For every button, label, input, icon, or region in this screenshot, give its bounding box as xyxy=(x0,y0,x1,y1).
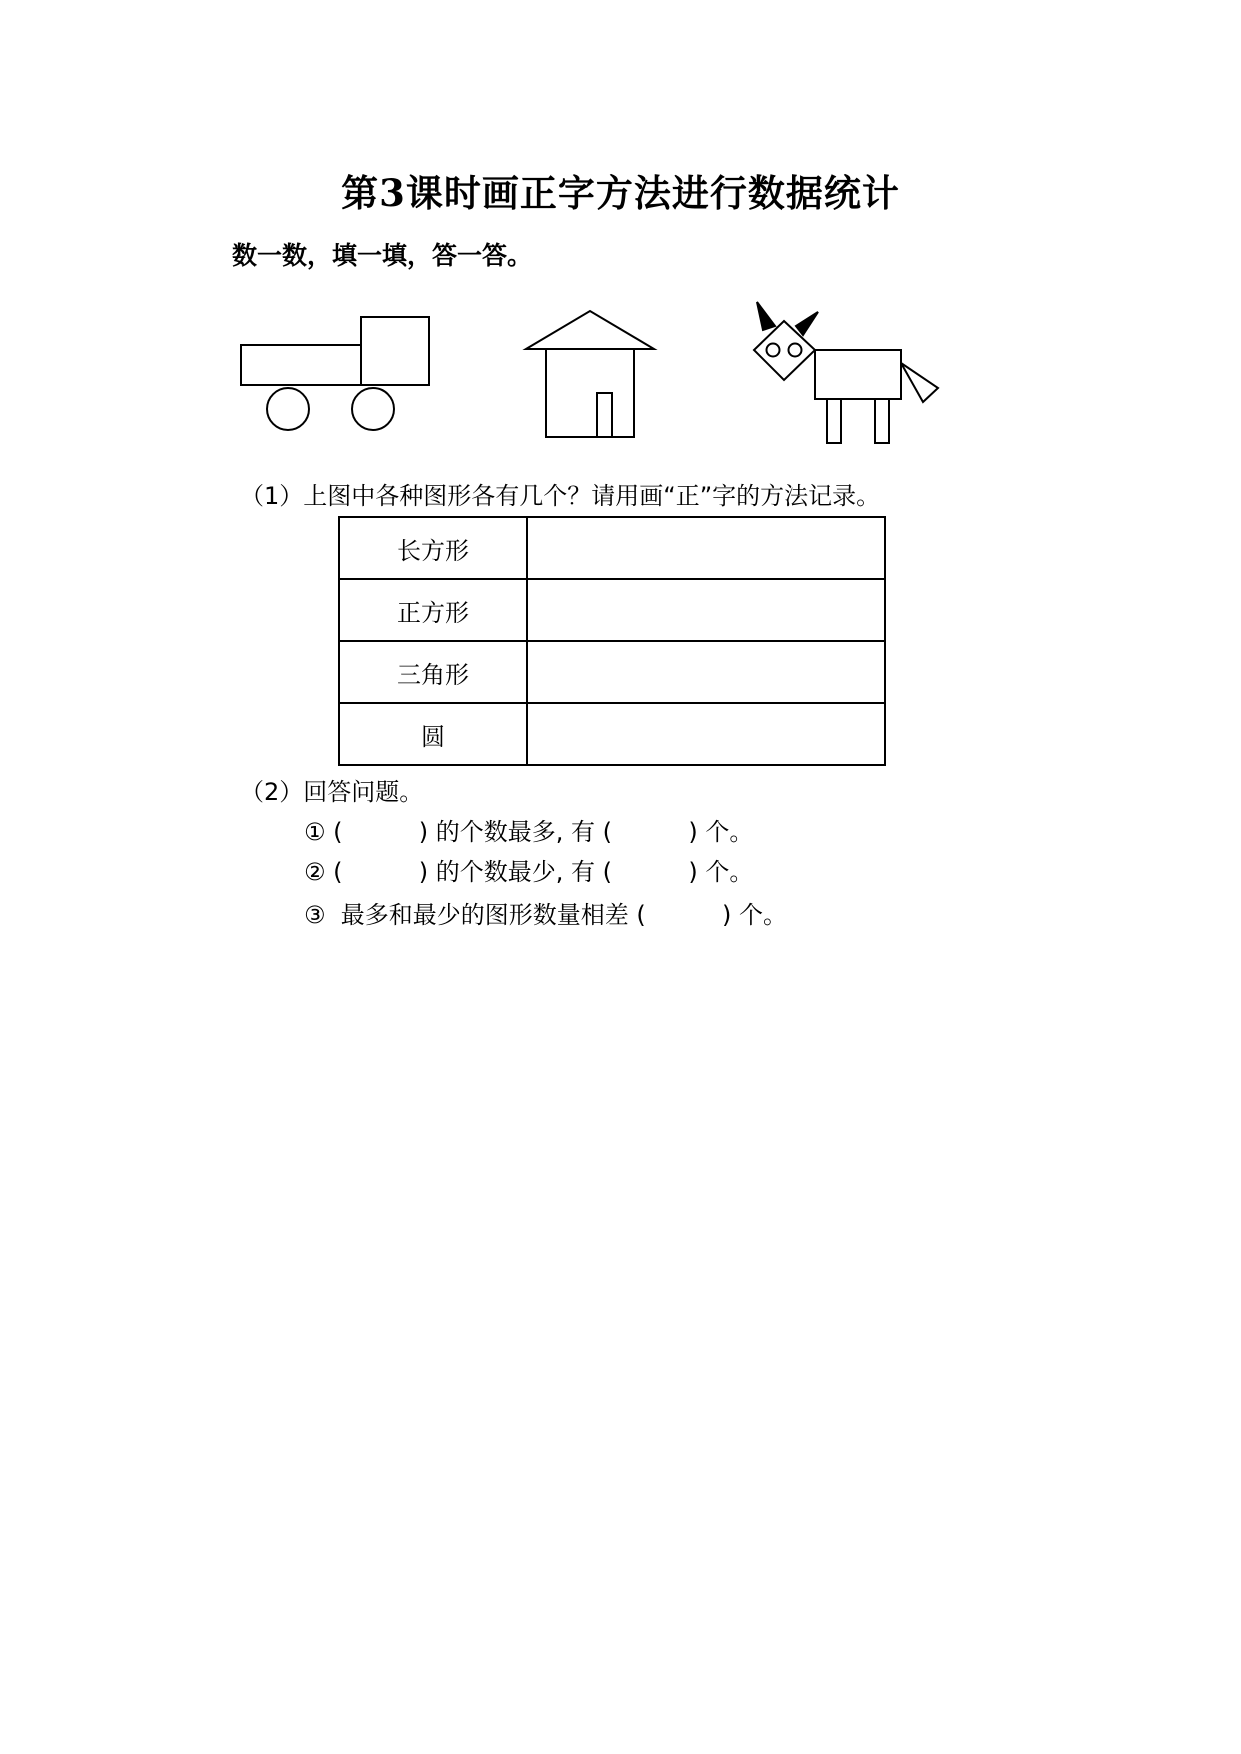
subquestion-3: ③ 最多和最少的图形数量相差 ( ) 个。 xyxy=(304,901,788,929)
animal-eye-circle xyxy=(767,344,780,357)
subquestion-2: ② ( ) 的个数最少, 有 ( ) 个。 xyxy=(304,858,754,886)
figures-illustration xyxy=(0,0,1241,460)
row-label: 圆 xyxy=(339,703,527,765)
table-row xyxy=(339,579,885,641)
animal-body-rectangle xyxy=(815,350,901,399)
truck-wheel-circle xyxy=(267,388,309,430)
truck-figure xyxy=(241,317,429,430)
row-label: 长方形 xyxy=(339,517,527,579)
animal-ear-triangle xyxy=(796,312,818,335)
house-door-rectangle xyxy=(597,393,612,437)
table-row xyxy=(339,641,885,703)
row-label: 三角形 xyxy=(339,641,527,703)
house-roof-triangle xyxy=(526,311,654,349)
truck-wheel-circle xyxy=(352,388,394,430)
animal-figure xyxy=(754,302,938,443)
animal-tail-triangle xyxy=(901,363,938,402)
animal-leg-rectangle xyxy=(827,399,841,443)
tally-answer-cell[interactable] xyxy=(527,517,885,579)
tally-table xyxy=(338,516,886,766)
tally-answer-cell[interactable] xyxy=(527,641,885,703)
subquestion-1: ① ( ) 的个数最多, 有 ( ) 个。 xyxy=(304,818,754,846)
table-row xyxy=(339,517,885,579)
truck-body-rectangle xyxy=(241,345,361,385)
animal-ear-triangle xyxy=(757,302,775,330)
page-title: 第3课时画正字方法进行数据统计 xyxy=(341,171,900,215)
truck-cab-square xyxy=(361,317,429,385)
animal-leg-rectangle xyxy=(875,399,889,443)
instruction: 数一数，填一填，答一答。 xyxy=(232,241,533,270)
row-label: 正方形 xyxy=(339,579,527,641)
house-wall-square xyxy=(546,349,634,437)
question-1: （1）上图中各种图形各有几个？请用画“正”字的方法记录。 xyxy=(240,482,881,510)
animal-eye-circle xyxy=(789,344,802,357)
tally-answer-cell[interactable] xyxy=(527,703,885,765)
house-figure xyxy=(526,311,654,437)
table-row xyxy=(339,703,885,765)
tally-answer-cell[interactable] xyxy=(527,579,885,641)
question-2: （2）回答问题。 xyxy=(240,778,424,806)
